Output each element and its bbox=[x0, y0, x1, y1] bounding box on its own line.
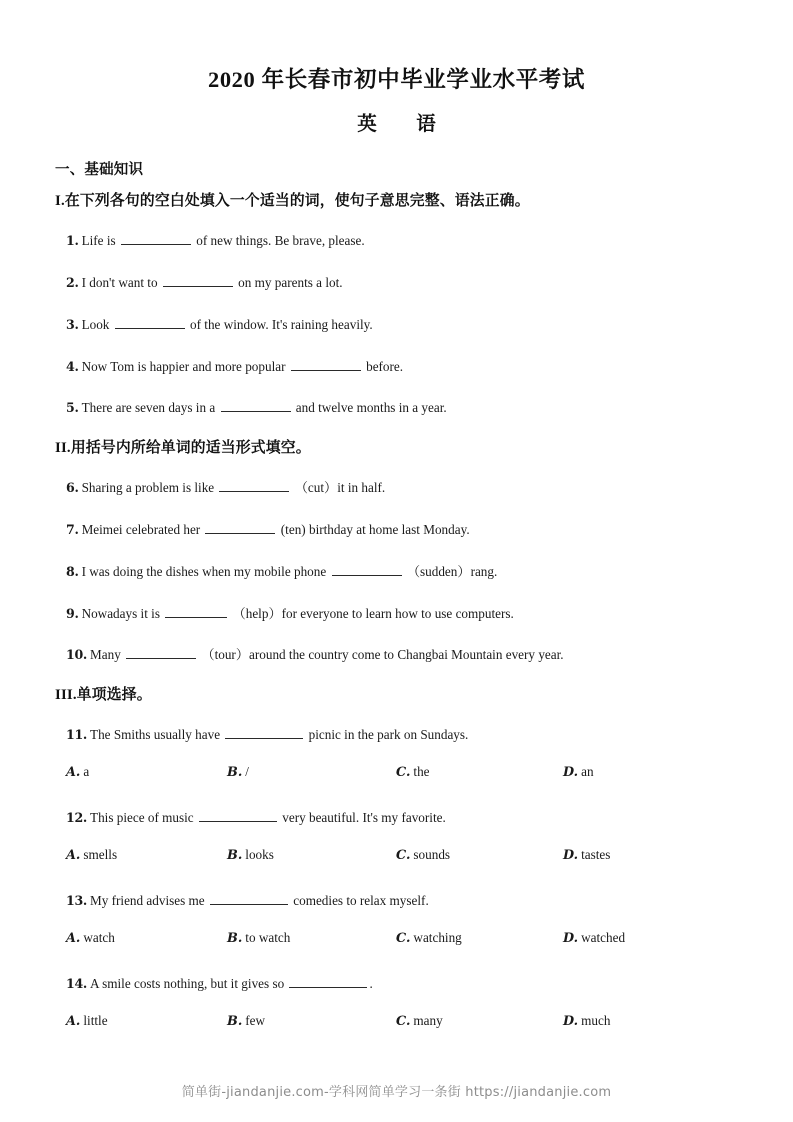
question-text-after-blank: picnic in the park on Sundays. bbox=[308, 727, 469, 743]
answer-blank[interactable] bbox=[225, 727, 303, 739]
question-text-before-blank: There are seven days in a bbox=[81, 400, 216, 416]
question-text-before-blank: Meimei celebrated her bbox=[81, 522, 201, 537]
option-letter: D. bbox=[563, 765, 579, 781]
question-text-after-blank: of new things. Be brave, please. bbox=[196, 233, 365, 249]
option-letter: D. bbox=[563, 930, 579, 946]
question-text-before-blank: This piece of music bbox=[90, 810, 194, 826]
question-item bbox=[0, 316, 793, 334]
question-item bbox=[0, 399, 793, 417]
option-letter: B. bbox=[227, 847, 243, 863]
question-text-before-blank: Life is bbox=[81, 233, 116, 249]
question-list-one bbox=[0, 232, 793, 417]
option-text: little bbox=[83, 1012, 108, 1028]
question-item bbox=[0, 358, 793, 376]
question-item bbox=[0, 605, 793, 623]
question-text-before-blank: Nowadays it is bbox=[81, 605, 160, 621]
question-item bbox=[0, 975, 793, 993]
section-heading-three bbox=[0, 664, 793, 704]
option-d[interactable] bbox=[563, 764, 594, 780]
option-b[interactable] bbox=[227, 930, 290, 946]
answer-blank[interactable] bbox=[210, 893, 288, 905]
option-text: few bbox=[245, 1012, 266, 1028]
question-text-after-blank: and twelve months in a year. bbox=[295, 400, 447, 416]
option-row bbox=[0, 847, 793, 868]
section-heading-two-text: 用括号内所给单词的适当形式填空。 bbox=[70, 440, 311, 457]
answer-blank[interactable] bbox=[219, 480, 289, 492]
option-c[interactable] bbox=[396, 764, 430, 780]
option-letter: C. bbox=[396, 930, 411, 946]
question-number: 10. bbox=[66, 647, 88, 663]
section-roman-numeral-iii: III. bbox=[55, 687, 77, 704]
question-item bbox=[0, 892, 793, 910]
question-text-after-blank: of the window. It's raining heavily. bbox=[190, 316, 373, 332]
option-text: the bbox=[413, 764, 430, 780]
question-item bbox=[0, 563, 793, 581]
question-number: 7. bbox=[66, 522, 79, 537]
option-text: watched bbox=[581, 929, 626, 945]
section-heading-part-one: 一、基础知识 bbox=[55, 162, 144, 179]
option-letter: C. bbox=[396, 847, 411, 863]
option-row bbox=[0, 930, 793, 951]
option-b[interactable] bbox=[227, 847, 274, 863]
option-letter: D. bbox=[563, 847, 579, 863]
option-a[interactable] bbox=[66, 764, 89, 780]
option-text: looks bbox=[245, 846, 274, 862]
answer-blank[interactable] bbox=[121, 233, 191, 245]
question-number: 12. bbox=[66, 810, 88, 826]
page-subtitle: 英 语 bbox=[357, 114, 446, 136]
question-text-before-blank: My friend advises me bbox=[90, 892, 205, 908]
option-d[interactable] bbox=[563, 1013, 610, 1029]
option-d[interactable] bbox=[563, 930, 625, 946]
section-heading-one-text: 在下列各句的空白处填入一个适当的词，使句子意思完整、语法正确。 bbox=[64, 193, 530, 210]
option-text: many bbox=[413, 1012, 443, 1028]
question-number: 5. bbox=[66, 400, 79, 416]
question-item bbox=[0, 809, 793, 827]
question-text-after-blank: very beautiful. It's my favorite. bbox=[282, 810, 446, 826]
section-heading-one bbox=[0, 179, 793, 210]
option-letter: B. bbox=[227, 1013, 243, 1029]
question-item bbox=[0, 726, 793, 744]
question-text-before-blank: Sharing a problem is like bbox=[81, 480, 215, 496]
question-text-after-blank: （help）for everyone to learn how to use computers. bbox=[232, 605, 514, 621]
question-text-before-blank: I don't want to bbox=[81, 274, 158, 290]
option-text: tastes bbox=[581, 846, 611, 862]
option-b[interactable] bbox=[227, 1013, 265, 1029]
answer-blank[interactable] bbox=[165, 605, 227, 617]
option-c[interactable] bbox=[396, 1013, 443, 1029]
section-heading-three-text: 单项选择。 bbox=[76, 687, 152, 704]
question-number: 2. bbox=[66, 274, 79, 290]
question-number: 11. bbox=[66, 727, 88, 743]
option-c[interactable] bbox=[396, 847, 450, 863]
answer-blank[interactable] bbox=[291, 358, 361, 370]
question-text-before-blank: Now Tom is happier and more popular bbox=[81, 358, 286, 374]
question-text-after-blank: comedies to relax myself. bbox=[293, 892, 429, 908]
option-row bbox=[0, 764, 793, 785]
question-list-two bbox=[0, 479, 793, 664]
question-item bbox=[0, 646, 793, 664]
option-text: watching bbox=[413, 929, 462, 945]
option-a[interactable] bbox=[66, 930, 115, 946]
section-heading-two bbox=[0, 417, 793, 457]
answer-blank[interactable] bbox=[163, 275, 233, 287]
option-letter: B. bbox=[227, 765, 243, 781]
question-text-before-blank: Many bbox=[90, 647, 121, 663]
question-number: 8. bbox=[66, 563, 79, 579]
option-a[interactable] bbox=[66, 847, 117, 863]
question-text-before-blank: I was doing the dishes when my mobile phone bbox=[81, 563, 327, 579]
answer-blank[interactable] bbox=[199, 810, 277, 822]
answer-blank[interactable] bbox=[126, 647, 196, 659]
answer-blank[interactable] bbox=[205, 522, 275, 534]
question-number: 1. bbox=[66, 233, 79, 249]
answer-blank[interactable] bbox=[332, 564, 402, 576]
question-number: 14. bbox=[66, 975, 88, 991]
question-list-three bbox=[0, 726, 793, 1033]
option-text: sounds bbox=[413, 846, 451, 862]
option-d[interactable] bbox=[563, 847, 610, 863]
question-item bbox=[0, 521, 793, 539]
option-text: smells bbox=[83, 846, 118, 862]
option-letter: A. bbox=[66, 1013, 81, 1029]
option-text: an bbox=[581, 764, 594, 780]
option-letter: A. bbox=[66, 765, 81, 781]
question-text-before-blank: The Smiths usually have bbox=[90, 727, 221, 743]
question-text-after-blank: . bbox=[369, 975, 373, 991]
option-text: a bbox=[83, 764, 90, 780]
question-number: 6. bbox=[66, 480, 79, 496]
option-text: watch bbox=[83, 929, 115, 945]
section-roman-numeral-i: I. bbox=[55, 193, 65, 210]
option-letter: B. bbox=[227, 930, 243, 946]
section-roman-numeral-ii: II. bbox=[55, 440, 71, 457]
option-a[interactable] bbox=[66, 1013, 108, 1029]
question-text-after-blank: before. bbox=[366, 358, 404, 374]
option-letter: C. bbox=[396, 765, 411, 781]
option-text: / bbox=[245, 764, 249, 780]
question-text-after-blank: （tour）around the country come to Changbai Mountain every year. bbox=[201, 647, 564, 663]
page-title: 2020 年长春市初中毕业学业水平考试 bbox=[207, 67, 586, 92]
option-text: much bbox=[581, 1012, 611, 1028]
question-text-after-blank: （sudden）rang. bbox=[406, 563, 498, 579]
option-letter: D. bbox=[563, 1013, 579, 1029]
question-number: 13. bbox=[66, 892, 88, 908]
option-letter: A. bbox=[66, 847, 81, 863]
answer-blank[interactable] bbox=[289, 975, 367, 987]
question-item bbox=[0, 274, 793, 292]
question-text-after-blank: (ten) birthday at home last Monday. bbox=[280, 522, 470, 537]
question-text-after-blank: on my parents a lot. bbox=[238, 274, 343, 290]
question-number: 3. bbox=[66, 316, 79, 332]
answer-blank[interactable] bbox=[221, 400, 291, 412]
question-number: 4. bbox=[66, 358, 79, 374]
option-text: to watch bbox=[245, 929, 291, 945]
option-row bbox=[0, 1013, 793, 1034]
option-letter: C. bbox=[396, 1013, 411, 1029]
question-text-after-blank: （cut）it in half. bbox=[294, 480, 386, 496]
option-letter: A. bbox=[66, 930, 81, 946]
answer-blank[interactable] bbox=[115, 317, 185, 329]
question-text-before-blank: Look bbox=[81, 316, 110, 332]
question-item bbox=[0, 232, 793, 250]
question-number: 9. bbox=[66, 605, 79, 621]
option-b[interactable] bbox=[227, 764, 249, 780]
footer-watermark: 简单街-jiandanjie.com-学科网简单学习一条街 https://jiandanjie.com bbox=[181, 1085, 612, 1100]
question-item bbox=[0, 479, 793, 497]
option-c[interactable] bbox=[396, 930, 462, 946]
question-text-before-blank: A smile costs nothing, but it gives so bbox=[90, 975, 285, 991]
